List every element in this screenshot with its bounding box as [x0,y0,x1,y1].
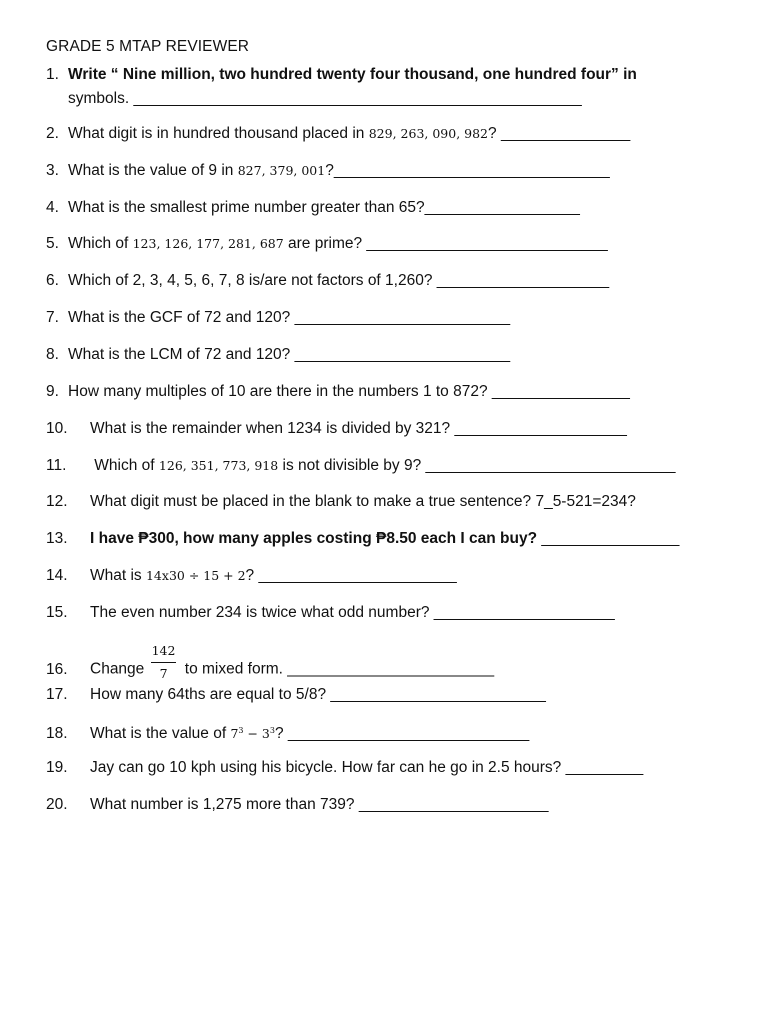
question-text: What number is 1,275 more than 739? ______________________ [90,796,549,813]
question-number: 17. [46,686,68,703]
question-text: Jay can go 10 kph using his bicycle. How far can he go in 2.5 hours? _________ [90,759,644,776]
question-8 [46,345,510,365]
question-17 [46,685,546,705]
question-number: 18. [46,725,68,743]
question-text: Which of [68,235,133,252]
question-number: 7. [46,309,59,326]
question-text: What is the GCF of 72 and 120? _________________________ [68,309,511,326]
question-text: What is the value of [90,725,231,743]
question-number: 11. [46,457,67,474]
question-5 [46,234,608,254]
question-text: How many 64ths are equal to 5/8? _________________________ [90,686,546,703]
answer-blank: to mixed form. ________________________ [180,660,495,678]
question-text: What is the remainder when 1234 is divided by 321? ____________________ [90,420,627,437]
question-12 [46,492,636,512]
answer-blank: ________________ [537,530,680,547]
question-text: Which of [90,457,159,474]
answer-blank: is not divisible by 9? _____________________________ [278,457,676,474]
page-title: GRADE 5 MTAP REVIEWER [46,38,250,55]
question-text: What is the value of 9 in [68,162,238,179]
question-number: 14. [46,567,68,584]
answer-blank: ? ____________________________ [274,725,530,743]
question-14 [46,566,457,586]
question-number: 8. [46,346,59,363]
question-text: Which of 2, 3, 4, 5, 6, 7, 8 is/are not factors of 1,260? ____________________ [68,272,610,289]
question-number: 5. [46,235,59,252]
answer-blank: ? _______________________ [245,567,457,584]
math-expression: 126, 351, 773, 918 [158,458,279,473]
question-20 [46,795,548,815]
question-number: 1. [46,66,59,83]
question-4 [46,198,580,218]
question-text: Change [90,660,149,678]
question-number: 4. [46,199,59,216]
question-number: 16. [46,660,68,678]
question-1-continuation: symbols. ____________________________________________________ [68,90,582,107]
fraction-denominator: 7 [159,666,168,681]
question-number: 13. [46,530,68,547]
question-text: The even number 234 is twice what odd number? _____________________ [90,604,615,621]
question-7 [46,308,510,328]
question-9 [46,382,630,402]
question-text: How many multiples of 10 are there in the numbers 1 to 872? ________________ [68,383,630,400]
question-number: 19. [46,759,68,776]
math-exponent: 3 [238,726,244,735]
question-19 [46,758,643,778]
fraction-numerator: 142 [151,641,177,663]
question-13 [46,529,679,549]
math-base: 7 [230,726,239,742]
math-exponent: 3 [269,726,275,735]
question-text: I have ₱300, how many apples costing ₱8.50 each I can buy? [90,530,538,547]
answer-blank: ? _______________ [488,125,631,142]
question-number: 2. [46,125,59,142]
question-6 [46,271,609,291]
question-number: 6. [46,272,59,289]
math-expression: 123, 126, 177, 281, 687 [132,236,284,251]
question-number: 20. [46,796,68,813]
question-text: What is the LCM of 72 and 120? _________________________ [68,346,511,363]
question-text: What digit must be placed in the blank to make a true sentence? 7_5-521=234? [90,493,636,510]
question-number: 10. [46,420,68,437]
question-2 [46,124,630,144]
math-expression: 827, 379, 001 [237,163,326,178]
question-11 [46,456,676,476]
answer-blank: ?________________________________ [325,162,610,179]
math-base: − 3 [243,726,270,742]
question-18 [46,721,529,744]
question-text: What digit is in hundred thousand placed in [68,125,369,142]
math-expression: 829, 263, 090, 982 [368,126,489,141]
question-3 [46,161,610,181]
question-number: 9. [46,383,59,400]
question-number: 3. [46,162,59,179]
math-expression: 14x30 ÷ 15 + 2 [145,568,246,583]
answer-blank: are prime? ____________________________ [283,235,608,252]
question-10 [46,419,627,439]
math-expression [230,726,275,741]
fraction [151,641,177,684]
question-15 [46,603,615,623]
question-text: What is the smallest prime number greater than 65?__________________ [68,199,580,216]
question-number: 12. [46,493,68,510]
question-text: Write “ Nine million, two hundred twenty four thousand, one hundred four” in [68,66,637,83]
question-1 [46,65,637,85]
question-text: What is [90,567,146,584]
question-number: 15. [46,604,68,621]
